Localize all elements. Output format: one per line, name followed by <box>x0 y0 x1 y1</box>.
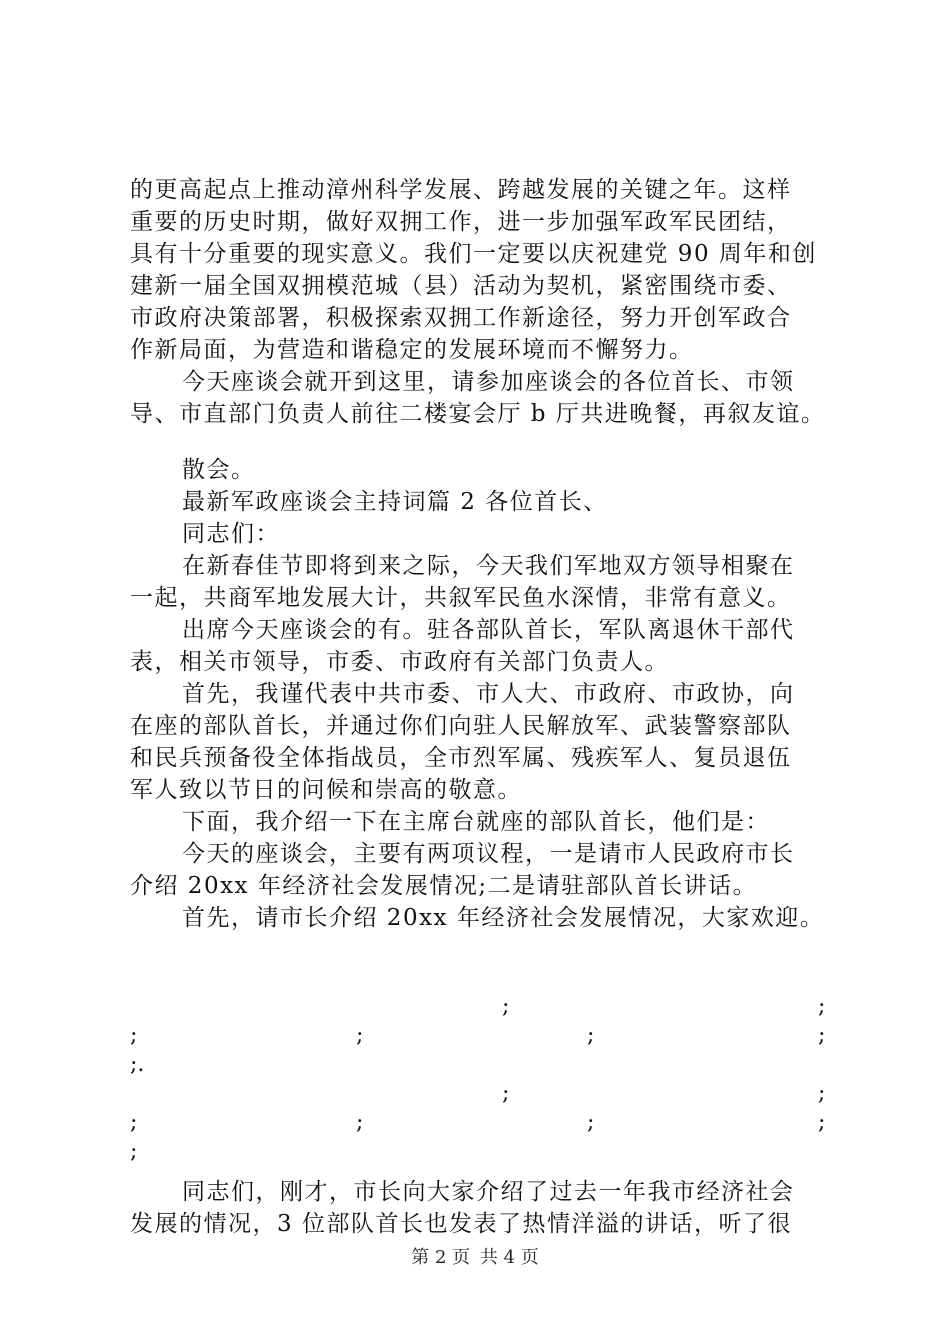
text-line: 首先，我谨代表中共市委、市人大、市政府、市政协，向 <box>182 681 795 707</box>
text-line: 在座的部队首长，并通过你们向驻人民解放军、武装警察部队 <box>130 713 792 739</box>
page-total: 共 4 页 <box>479 1247 539 1268</box>
text-line: 首先，请市长介绍 20xx 年经济社会发展情况，大家欢迎。 <box>182 905 825 931</box>
page-number: 第 2 页 <box>411 1247 471 1268</box>
semicolon-row <box>130 1108 830 1137</box>
text-line: 出席今天座谈会的有。驻各部队首长，军队离退休干部代 <box>182 617 795 643</box>
text-line: 一起，共商军地发展大计，共叙军民鱼水深情，非常有意义。 <box>130 585 792 611</box>
text-line: 和民兵预备役全体指战员，全市烈军属、残疾军人、复员退伍 <box>130 745 792 771</box>
text-line: 在新春佳节即将到来之际，今天我们军地双方领导相聚在 <box>182 553 795 579</box>
semicolon: ; <box>356 1023 364 1048</box>
semicolon: ; <box>587 1110 595 1135</box>
text-line: 军人致以节日的问候和崇高的敬意。 <box>130 777 522 803</box>
semicolon: ; <box>130 1139 138 1164</box>
semicolon-row <box>130 1079 830 1108</box>
text-line: 具有十分重要的现实意义。我们一定要以庆祝建党 90 周年和创 <box>130 241 817 267</box>
text-line: 建新一届全国双拥模范城（县）活动为契机，紧密围绕市委、 <box>130 273 792 299</box>
semicolon-row <box>130 992 830 1021</box>
text-line: 发展的情况，3 位部队首长也发表了热情洋溢的讲话，听了很 <box>130 1211 792 1237</box>
semicolon: ; <box>130 1023 138 1048</box>
semicolon: ; <box>502 1081 510 1106</box>
semicolon: ; <box>818 994 826 1019</box>
text-line: 表，相关市领导，市委、市政府有关部门负责人。 <box>130 649 669 675</box>
semicolon: ; <box>130 1110 138 1135</box>
text-line: 作新局面，为营造和谐稳定的发展环境而不懈努力。 <box>130 337 694 363</box>
semicolon: ; <box>818 1110 826 1135</box>
text-line: 导、市直部门负责人前往二楼宴会厅 b 厅共进晚餐，再叙友谊。 <box>130 401 826 427</box>
semicolon-row <box>130 1050 830 1079</box>
document-body <box>130 174 830 1240</box>
text-line: 今天座谈会就开到这里，请参加座谈会的各位首长、市领 <box>182 369 795 395</box>
semicolon: ; <box>356 1110 364 1135</box>
text-line: 最新军政座谈会主持词篇 2 各位首长、 <box>182 489 608 515</box>
text-line: 重要的历史时期，做好双拥工作，进一步加强军政军民团结， <box>130 209 792 235</box>
semicolon-row <box>130 1137 830 1166</box>
semicolon-row <box>130 1021 830 1050</box>
semicolon: ; <box>587 1023 595 1048</box>
text-line: 的更高起点上推动漳州科学发展、跨越发展的关键之年。这样 <box>130 177 792 203</box>
text-line: 市政府决策部署，积极探索双拥工作新途径，努力开创军政合 <box>130 305 792 331</box>
semicolon: ; <box>818 1023 826 1048</box>
text-line: 同志们，刚才，市长向大家介绍了过去一年我市经济社会 <box>182 1179 795 1205</box>
semicolon: ;. <box>130 1052 145 1077</box>
text-line: 散会。 <box>182 457 256 483</box>
semicolon: ; <box>818 1081 826 1106</box>
semicolon: ; <box>502 994 510 1019</box>
text-line: 同志们： <box>182 521 280 547</box>
text-line: 今天的座谈会，主要有两项议程，一是请市人民政府市长 <box>182 841 795 867</box>
text-line: 下面，我介绍一下在主席台就座的部队首长，他们是： <box>182 809 770 835</box>
page-footer <box>0 1243 950 1269</box>
text-line: 介绍 20xx 年经济社会发展情况;二是请驻部队首长讲话。 <box>130 873 758 899</box>
